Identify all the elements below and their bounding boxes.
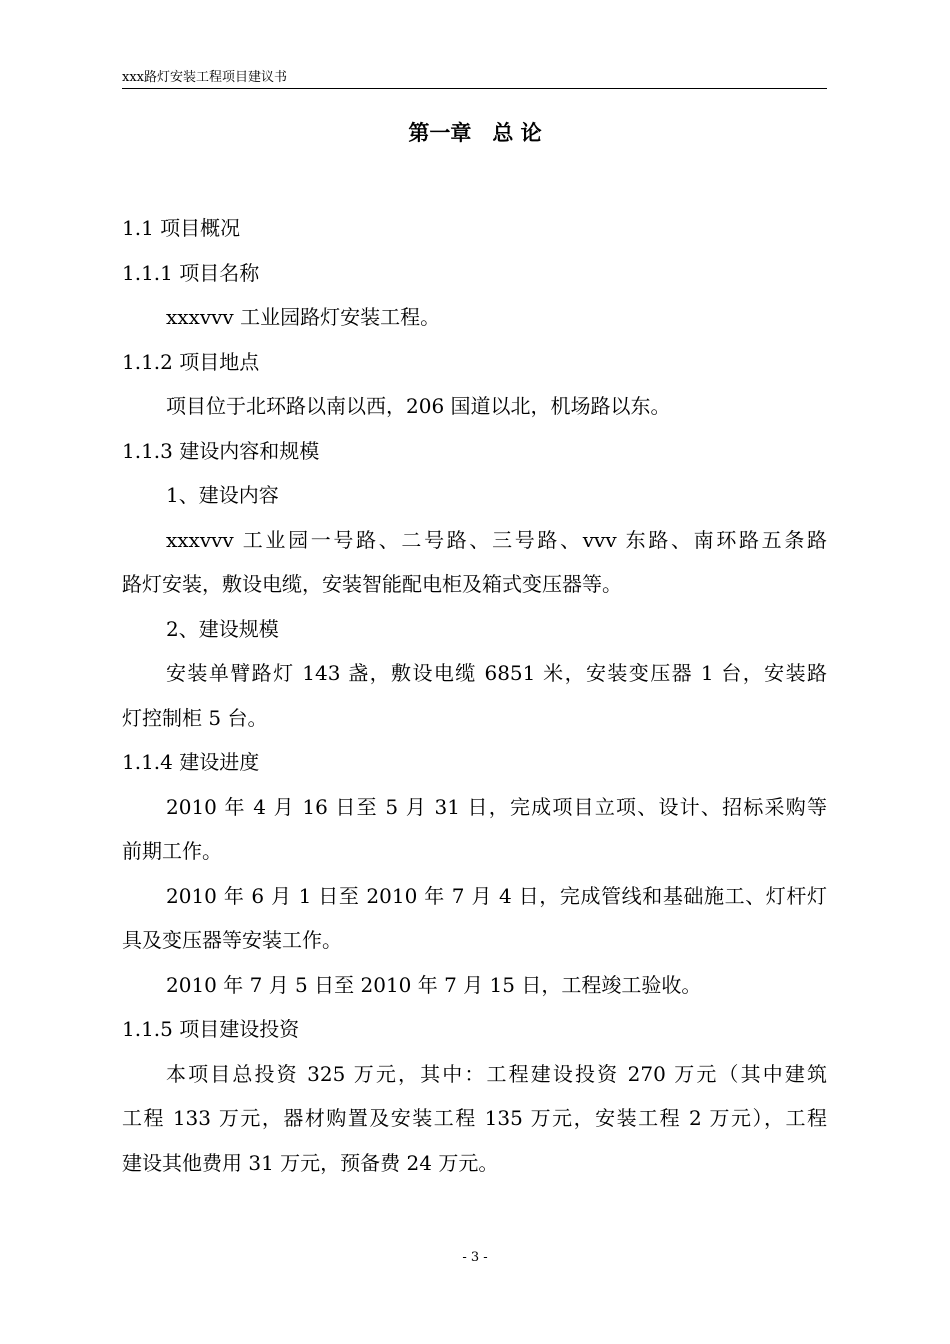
section-heading-1-1: 1.1 项目概况 [122,216,241,240]
project-name-text: xxxvvv 工业园路灯安装工程。 [166,305,441,329]
investment-paragraph-line: 建设其他费用 31 万元，预备费 24 万元。 [122,1150,499,1175]
section-heading-1-1-1: 1.1.1 项目名称 [122,260,260,285]
section-heading-1-1-3: 1.1.3 建设内容和规模 [122,438,320,463]
header-divider [122,88,827,89]
content-subheading: 1、建设内容 [166,483,279,507]
scale-subheading: 2、建设规模 [166,616,279,641]
chapter-title: 第一章 总 论 [408,121,542,145]
scale-paragraph-line: 灯控制柜 5 台。 [122,705,268,730]
schedule-paragraph-line: 2010 年 7 月 5 日至 2010 年 7 月 15 日，工程竣工验收。 [166,972,702,997]
schedule-paragraph-line: 2010 年 6 月 1 日至 2010 年 7 月 4 日，完成管线和基础施工、灯杆灯 [166,883,827,908]
schedule-paragraph-line: 具及变压器等安装工作。 [122,928,342,952]
scale-paragraph-line: 安装单臂路灯 143 盏，敷设电缆 6851 米，安装变压器 1 台，安装路 [166,661,827,685]
document-body [122,206,827,1185]
section-heading-1-1-4: 1.1.4 建设进度 [122,750,260,774]
investment-paragraph-line: 工程 133 万元，器材购置及安装工程 135 万元，安装工程 2 万元），工程 [122,1106,827,1130]
section-heading-1-1-5: 1.1.5 项目建设投资 [122,1017,300,1041]
schedule-paragraph-line: 前期工作。 [122,839,222,863]
content-paragraph-line: 路灯安装，敷设电缆，安装智能配电柜及箱式变压器等。 [122,572,622,596]
project-location-text: 项目位于北环路以南以西，206 国道以北，机场路以东。 [166,394,671,418]
content-paragraph-line: xxxvvv 工业园一号路、二号路、三号路、vvv 东路、南环路五条路 [166,527,827,552]
running-header: xxx路灯安装工程项目建议书 [122,70,287,85]
section-heading-1-1-2: 1.1.2 项目地点 [122,349,260,374]
investment-paragraph-line: 本项目总投资 325 万元，其中：工程建设投资 270 万元（其中建筑 [166,1061,827,1086]
schedule-paragraph-line: 2010 年 4 月 16 日至 5 月 31 日，完成项目立项、设计、招标采购等 [166,794,827,819]
page-number: - 3 - [462,1250,488,1265]
